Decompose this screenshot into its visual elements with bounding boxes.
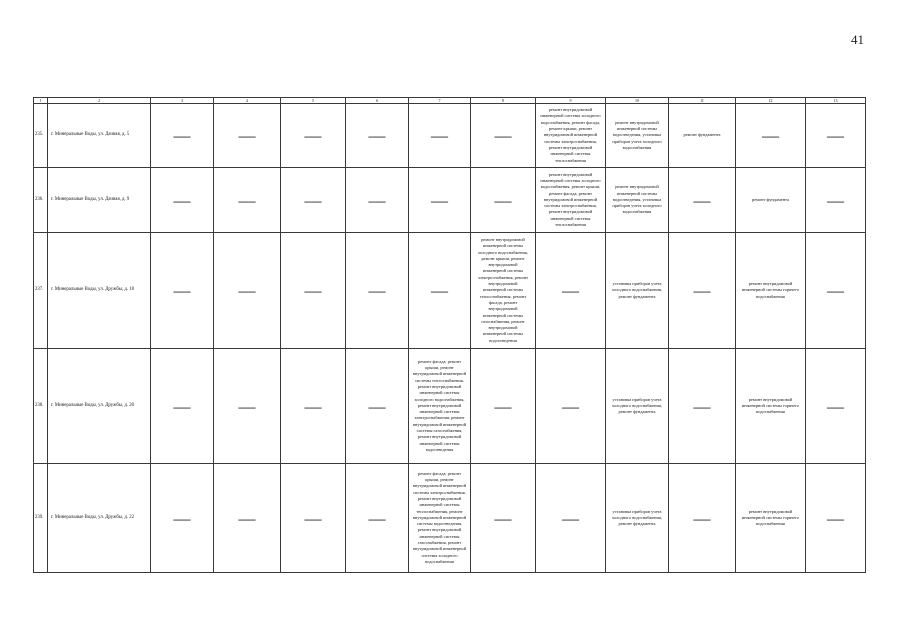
work-cell: ремонт внутридомовой инженерной системы горячего водоснабжения: [736, 233, 806, 349]
column-number-cell: 10: [606, 98, 669, 104]
works-table: [33, 97, 866, 573]
row-number-cell: 237.: [34, 233, 48, 349]
column-number-cell: 3: [151, 98, 214, 104]
column-number-cell: 4: [214, 98, 281, 104]
empty-dash-cell: —: [151, 349, 214, 464]
empty-dash-cell: —: [281, 233, 346, 349]
empty-dash-cell: —: [346, 349, 409, 464]
empty-dash-cell: —: [669, 233, 736, 349]
column-number-cell: 13: [806, 98, 866, 104]
address-cell: г. Минеральные Воды, ул. Дружбы, д. 20: [48, 349, 151, 464]
empty-dash-cell: —: [409, 168, 471, 233]
work-cell: ремонт фундамента: [736, 168, 806, 233]
empty-dash-cell: —: [536, 349, 606, 464]
empty-dash-cell: —: [151, 464, 214, 573]
empty-dash-cell: —: [151, 233, 214, 349]
empty-dash-cell: —: [214, 168, 281, 233]
empty-dash-cell: —: [281, 104, 346, 168]
row-number-cell: 239.: [34, 464, 48, 573]
empty-dash-cell: —: [151, 104, 214, 168]
work-cell: установка приборов учета холодного водоснабжения, ремонт фундамента: [606, 349, 669, 464]
empty-dash-cell: —: [669, 349, 736, 464]
work-cell: ремонт внутридомовой инженерной системы холодного водоснабжения, ремонт крыши, ремонт внутридомовой инженерной системы электроснабжения, ремонт внутридомовой инженерной системы теплоснабжения, ремонт фасада, ремонт внутридомовой инженерной системы газоснабжения, ремонт внутридомовой инженерной системы водоотведения: [471, 233, 536, 349]
empty-dash-cell: —: [281, 464, 346, 573]
column-number-cell: 6: [346, 98, 409, 104]
empty-dash-cell: —: [346, 233, 409, 349]
address-cell: г. Минеральные Воды, ул. Дружбы, д. 18: [48, 233, 151, 349]
empty-dash-cell: —: [471, 168, 536, 233]
empty-dash-cell: —: [214, 104, 281, 168]
empty-dash-cell: —: [214, 464, 281, 573]
column-number-cell: 1: [34, 98, 48, 104]
empty-dash-cell: —: [346, 464, 409, 573]
empty-dash-cell: —: [536, 464, 606, 573]
empty-dash-cell: —: [471, 464, 536, 573]
address-cell: г. Минеральные Воды, ул. Дачная, д. 9: [48, 168, 151, 233]
empty-dash-cell: —: [736, 104, 806, 168]
empty-dash-cell: —: [346, 104, 409, 168]
work-cell: ремонт внутридомовой инженерной системы холодного водоснабжения, ремонт фасада, ремонт крыши, ремонт внутридомовой инженерной системы электроснабжения, ремонт внутридомовой инженерной системы теплоснабжения: [536, 104, 606, 168]
empty-dash-cell: —: [471, 104, 536, 168]
work-cell: ремонт внутридомовой инженерной системы водоотведения, установка приборов учета холодного водоснабжения: [606, 168, 669, 233]
empty-dash-cell: —: [669, 464, 736, 573]
empty-dash-cell: —: [806, 104, 866, 168]
empty-dash-cell: —: [806, 233, 866, 349]
column-number-cell: 7: [409, 98, 471, 104]
empty-dash-cell: —: [536, 233, 606, 349]
empty-dash-cell: —: [214, 233, 281, 349]
empty-dash-cell: —: [281, 349, 346, 464]
empty-dash-cell: —: [409, 104, 471, 168]
address-cell: г. Минеральные Воды, ул. Дружбы, д. 22: [48, 464, 151, 573]
empty-dash-cell: —: [281, 168, 346, 233]
row-number-cell: 236.: [34, 168, 48, 233]
column-number-cell: 5: [281, 98, 346, 104]
empty-dash-cell: —: [409, 233, 471, 349]
empty-dash-cell: —: [806, 349, 866, 464]
row-number-cell: 238.: [34, 349, 48, 464]
column-number-cell: 2: [48, 98, 151, 104]
column-number-cell: 12: [736, 98, 806, 104]
work-cell: ремонт внутридомовой инженерной системы холодного водоснабжения, ремонт крыши, ремонт фасада, ремонт внутридомовой инженерной системы электроснабжения, ремонт внутридомовой инженерной системы теплоснабжения: [536, 168, 606, 233]
work-cell: ремонт фасада, ремонт крыши, ремонт внутридомовой инженерной системы электроснабжения, ремонт внутридомовой инженерной системы теплоснабжения, ремонт внутридомовой инженерной системы водоотведения, ремонт внутридомовой инженерной системы газоснабжения, ремонт внутридомовой инженерной системы холодного водоснабжения: [409, 464, 471, 573]
work-cell: ремонт фундамента: [669, 104, 736, 168]
empty-dash-cell: —: [806, 168, 866, 233]
work-cell: ремонт внутридомовой инженерной системы водоотведения, установка приборов учета холодного водоснабжения: [606, 104, 669, 168]
work-cell: установка приборов учета холодного водоснабжения, ремонт фундамента: [606, 464, 669, 573]
empty-dash-cell: —: [471, 349, 536, 464]
work-cell: ремонт внутридомовой инженерной системы горячего водоснабжения: [736, 349, 806, 464]
address-cell: г. Минеральные Воды, ул. Дачная, д. 5: [48, 104, 151, 168]
empty-dash-cell: —: [806, 464, 866, 573]
empty-dash-cell: —: [151, 168, 214, 233]
empty-dash-cell: —: [669, 168, 736, 233]
work-cell: ремонт внутридомовой инженерной системы горячего водоснабжения: [736, 464, 806, 573]
column-number-cell: 11: [669, 98, 736, 104]
page-number: 41: [851, 32, 864, 47]
empty-dash-cell: —: [214, 349, 281, 464]
work-cell: установка приборов учета холодного водоснабжения, ремонт фундамента: [606, 233, 669, 349]
empty-dash-cell: —: [346, 168, 409, 233]
row-number-cell: 235.: [34, 104, 48, 168]
work-cell: ремонт фасада, ремонт крыши, ремонт внутридомовой инженерной системы теплоснабжения, ремонт внутридомовой инженерной системы холодного водоснабжения, ремонт внутридомовой инженерной системы электроснабжения, ремонт внутридомовой инженерной системы газоснабжения, ремонт внутридомовой инженерной системы водоотведения: [409, 349, 471, 464]
column-number-cell: 9: [536, 98, 606, 104]
column-number-cell: 8: [471, 98, 536, 104]
